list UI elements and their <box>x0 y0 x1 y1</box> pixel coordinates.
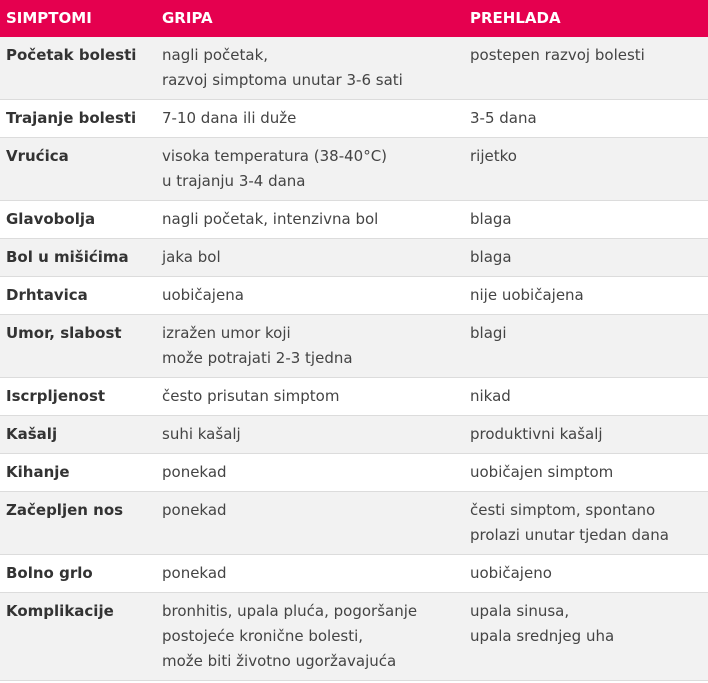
flu-cell <box>156 378 464 415</box>
flu-cell-line: suhi kašalj <box>162 425 241 443</box>
flu-cell <box>156 277 464 314</box>
cold-cell <box>464 100 708 137</box>
symptom-cell: Kihanje <box>6 463 70 481</box>
cold-cell <box>464 378 708 415</box>
symptom-cell: Začepljen nos <box>6 501 124 519</box>
cold-cell-line: nije uobičajena <box>470 286 584 304</box>
cold-cell-line: upala srednjeg uha <box>470 627 615 645</box>
flu-cell <box>156 555 464 592</box>
flu-cell-line: može potrajati 2-3 tjedna <box>162 349 353 367</box>
cold-cell-line: nikad <box>470 387 511 405</box>
cold-cell <box>464 492 708 554</box>
cold-cell <box>464 593 708 680</box>
symptom-cell: Umor, slabost <box>6 324 122 342</box>
cold-cell <box>464 555 708 592</box>
symptom-cell: Kašalj <box>6 425 58 443</box>
table-row <box>0 100 708 138</box>
cold-cell <box>464 416 708 453</box>
symptom-cell: Komplikacije <box>6 602 114 620</box>
symptom-cell: Početak bolesti <box>6 46 137 64</box>
cold-cell <box>464 138 708 200</box>
symptom-cell: Bol u mišićima <box>6 248 129 266</box>
flu-cell-line: nagli početak, intenzivna bol <box>162 210 379 228</box>
cold-cell-line: uobičajen simptom <box>470 463 614 481</box>
table-header-row <box>0 0 708 37</box>
cold-cell-line: česti simptom, spontano <box>470 501 656 519</box>
symptom-cell: Drhtavica <box>6 286 88 304</box>
flu-cell-line: visoka temperatura (38-40°C) <box>162 147 388 165</box>
cold-cell-line: rijetko <box>470 147 517 165</box>
cold-cell <box>464 37 708 99</box>
flu-cell-line: postojeće kronične bolesti, <box>162 627 364 645</box>
flu-cell-line: ponekad <box>162 501 227 519</box>
cold-cell <box>464 454 708 491</box>
header-symptoms: SIMPTOMI <box>6 9 92 27</box>
table-body <box>0 37 708 681</box>
flu-cell <box>156 138 464 200</box>
flu-cell-line: može biti životno ugoržavajuća <box>162 652 397 670</box>
cold-cell-line: blagi <box>470 324 507 342</box>
flu-cell <box>156 201 464 238</box>
cold-cell-line: 3-5 dana <box>470 109 537 127</box>
flu-cell-line: razvoj simptoma unutar 3-6 sati <box>162 71 403 89</box>
table-row <box>0 37 708 100</box>
cold-cell <box>464 315 708 377</box>
header-flu: GRIPA <box>162 9 213 27</box>
flu-cell-line: nagli početak, <box>162 46 269 64</box>
table-row <box>0 454 708 492</box>
flu-cell-line: ponekad <box>162 564 227 582</box>
table-row <box>0 416 708 454</box>
cold-cell-line: blaga <box>470 248 512 266</box>
flu-cell-line: izražen umor koji <box>162 324 291 342</box>
table-row <box>0 492 708 555</box>
cold-cell-line: upala sinusa, <box>470 602 570 620</box>
table-row <box>0 555 708 593</box>
cold-cell <box>464 277 708 314</box>
flu-cell <box>156 37 464 99</box>
flu-cell-line: jaka bol <box>162 248 221 266</box>
symptom-cell: Iscrpljenost <box>6 387 106 405</box>
flu-cell <box>156 416 464 453</box>
symptom-cell: Glavobolja <box>6 210 96 228</box>
cold-cell-line: prolazi unutar tjedan dana <box>470 526 669 544</box>
table-row <box>0 378 708 416</box>
cold-cell-line: uobičajeno <box>470 564 552 582</box>
flu-cell-line: u trajanju 3-4 dana <box>162 172 306 190</box>
flu-cell <box>156 492 464 554</box>
cold-cell <box>464 201 708 238</box>
cold-cell-line: blaga <box>470 210 512 228</box>
symptom-cell: Trajanje bolesti <box>6 109 137 127</box>
symptom-cell: Vrućica <box>6 147 69 165</box>
header-cold: PREHLADA <box>470 9 561 27</box>
table-row <box>0 138 708 201</box>
flu-cell-line: 7-10 dana ili duže <box>162 109 297 127</box>
flu-cell-line: uobičajena <box>162 286 244 304</box>
flu-cell <box>156 100 464 137</box>
flu-cell <box>156 239 464 276</box>
flu-cell-line: bronhitis, upala pluća, pogoršanje <box>162 602 418 620</box>
table-row <box>0 239 708 277</box>
table-row <box>0 277 708 315</box>
table-row <box>0 315 708 378</box>
symptom-cell: Bolno grlo <box>6 564 93 582</box>
flu-cell <box>156 593 464 680</box>
cold-cell <box>464 239 708 276</box>
cold-cell-line: postepen razvoj bolesti <box>470 46 645 64</box>
cold-cell-line: produktivni kašalj <box>470 425 603 443</box>
table-row <box>0 593 708 681</box>
flu-cell-line: često prisutan simptom <box>162 387 340 405</box>
flu-cell-line: ponekad <box>162 463 227 481</box>
flu-cell <box>156 315 464 377</box>
flu-cell <box>156 454 464 491</box>
table-row <box>0 201 708 239</box>
